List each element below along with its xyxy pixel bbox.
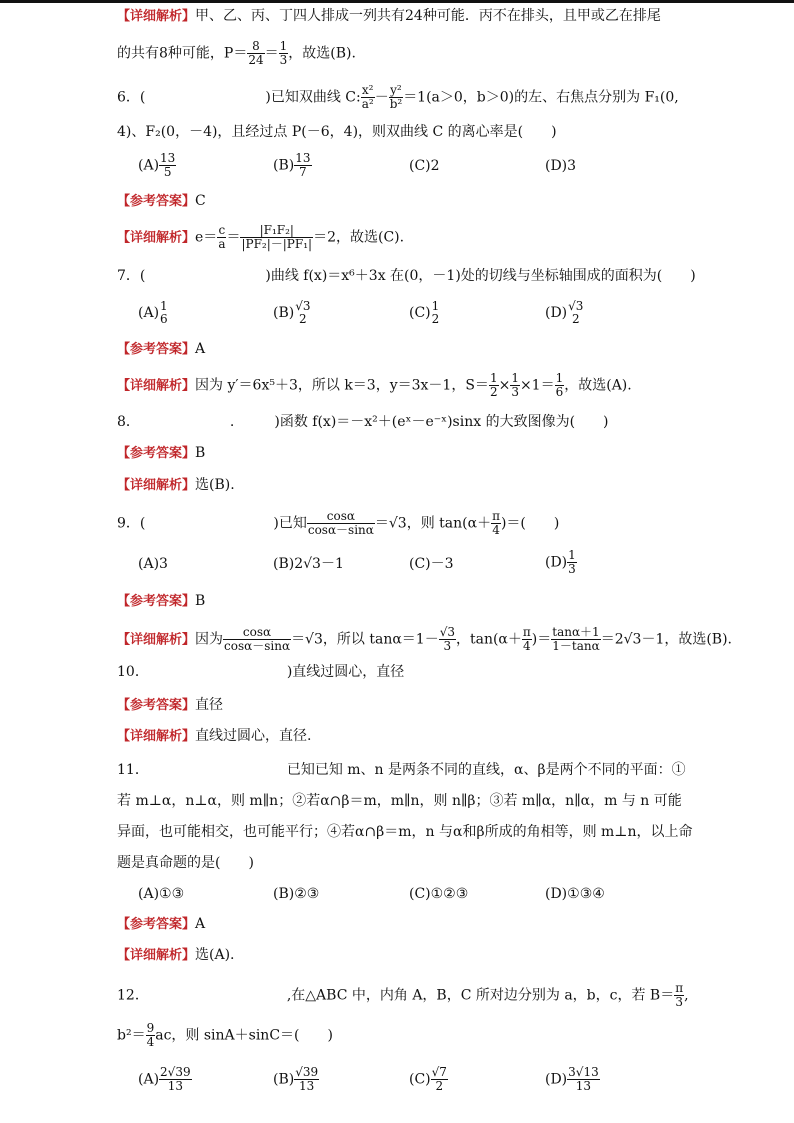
frac-den: 3	[279, 53, 288, 67]
q10-number: 10．	[117, 664, 149, 680]
q11-option-c: (C)①②③	[409, 886, 469, 902]
frac-num: 1	[279, 39, 288, 53]
answer-tag: 【参考答案】	[117, 594, 196, 609]
frac-den: 13	[575, 1079, 592, 1093]
q9-analysis-line	[117, 626, 732, 653]
frac-num: π	[492, 509, 500, 523]
q6-answer: C	[195, 193, 206, 209]
q7-analysis-post: ，故选(A).	[564, 377, 632, 394]
fraction-1-6	[555, 372, 565, 399]
q6-option-c: (C)2	[409, 158, 440, 174]
frac-den: 4	[523, 639, 531, 653]
q5-analysis-pre: 的共有8种可能，P＝	[117, 45, 248, 62]
q6-text-post: ＝1(a＞0，b＞0)的左、右焦点分别为 F₁(0,	[403, 89, 679, 106]
frac-den: 5	[163, 165, 172, 179]
q9-option-a: (A)3	[138, 556, 168, 572]
q12-stem-line2	[117, 1022, 333, 1049]
q12-option-c	[409, 1066, 448, 1093]
frac-num: 3√13	[568, 1065, 599, 1079]
frac-num: π	[522, 625, 531, 639]
q6-fraction-y2-b2	[389, 84, 404, 111]
answer-tag: 【参考答案】	[117, 446, 196, 461]
option-label: (A)	[138, 1071, 160, 1088]
q8-analysis: 选(B).	[195, 477, 235, 493]
equals: ＝	[226, 229, 241, 246]
frac-den: 13	[299, 1079, 315, 1093]
fraction-1-3	[510, 372, 520, 399]
analysis-tag: 【详细解析】	[117, 729, 196, 744]
q10-answer-line	[117, 695, 223, 716]
frac-num: 1	[160, 299, 168, 313]
option-label: (C)	[409, 1071, 431, 1088]
q11-analysis-line	[117, 945, 235, 966]
q12-text-post: ,	[684, 987, 689, 1004]
analysis-tag: 【详细解析】	[117, 478, 196, 493]
q12-stem-line1	[117, 982, 689, 1009]
option-fraction	[567, 300, 584, 326]
times: ×1＝	[519, 377, 555, 394]
q9-option-d	[545, 549, 577, 576]
frac-num: |F₁F₂|	[240, 224, 313, 238]
q10-analysis-line	[117, 726, 311, 747]
q5-analysis-post: ，故选(B).	[288, 45, 356, 62]
analysis-tag: 【详细解析】	[117, 948, 196, 963]
frac-den: a²	[361, 97, 374, 111]
frac-den: |PF₂|－|PF₁|	[241, 237, 313, 251]
q9-number: 9．(	[117, 515, 146, 532]
frac-den: 6	[555, 385, 564, 399]
frac-den: cosα－sinα	[224, 639, 291, 653]
frac-num: 13	[295, 151, 311, 165]
q6-analysis-post: ＝2，故选(C).	[313, 229, 405, 246]
frac-num: 1	[555, 371, 564, 385]
frac-num: √3	[295, 299, 311, 313]
frac-den: 7	[299, 165, 307, 179]
frac-num: 2√39	[160, 1065, 191, 1079]
q7-answer-line	[117, 339, 205, 360]
q12-option-a	[138, 1066, 192, 1093]
q11-option-d: (D)①③④	[545, 886, 605, 902]
q7-option-d	[545, 300, 584, 326]
q8-dot: .	[229, 414, 235, 430]
q8-answer-line	[117, 443, 205, 464]
analysis-tag: 【详细解析】	[117, 9, 196, 24]
fraction-root3-3	[439, 626, 456, 653]
q6-analysis-line	[117, 224, 404, 251]
q5-analysis-text: 甲、乙、丙、丁四人排成一列共有24种可能．丙不在排头，且甲或乙在排尾	[195, 8, 661, 24]
analysis-tag: 【详细解析】	[117, 632, 196, 648]
q9-analysis-post: ＝2√3－1，故选(B).	[600, 631, 733, 648]
frac-den: 4	[492, 523, 500, 537]
answer-tag: 【参考答案】	[117, 194, 196, 209]
option-fraction	[431, 300, 441, 326]
q9-fraction-pi-4	[491, 510, 501, 537]
q6-stem-line2: 4)、F₂(0，－4)，且经过点 P(－6，4)，则双曲线 C 的离心率是( )	[117, 124, 557, 140]
fraction-pi-4	[522, 626, 532, 653]
q9-answer: B	[195, 593, 206, 609]
frac-num: 1	[511, 371, 519, 385]
q12-line2-pre: b²＝	[117, 1027, 146, 1044]
q9-answer-line	[117, 591, 205, 612]
frac-num: cosα	[223, 626, 291, 640]
q10-answer: 直径	[195, 697, 224, 713]
q6-text-pre: )已知双曲线 C:	[265, 89, 361, 106]
q9-option-b: (B)2√3－1	[273, 556, 344, 572]
minus: －	[374, 89, 389, 106]
q5-analysis-line2	[117, 40, 356, 67]
frac-num: 1	[431, 299, 440, 313]
q6-fraction-focal	[240, 224, 313, 251]
q9-analysis-mid1: ＝√3，所以 tanα＝1－	[291, 631, 439, 648]
frac-den: 1－tanα	[552, 639, 600, 653]
frac-den: 2	[299, 312, 307, 326]
q7-option-b	[273, 300, 312, 326]
option-label: (D)	[545, 1071, 568, 1088]
frac-den: 3	[568, 562, 576, 576]
q7-analysis-pre: 因为 y′＝6x⁵＋3，所以 k＝3，y＝3x－1，S＝	[195, 377, 489, 394]
frac-den: 3	[511, 385, 519, 399]
frac-num: √3	[568, 299, 584, 313]
q9-analysis-mid3: )＝	[531, 631, 552, 648]
frac-den: 2	[435, 1079, 444, 1093]
frac-num: c	[218, 223, 226, 237]
frac-num: 9	[146, 1021, 155, 1035]
frac-den: 6	[160, 312, 168, 326]
frac-num: cosα	[307, 510, 375, 524]
q6-fraction-x2-a2	[361, 84, 375, 111]
frac-den: b²	[389, 97, 403, 111]
q6-answer-line	[117, 191, 206, 212]
frac-den: 2	[571, 312, 580, 326]
frac-den: 13	[167, 1079, 183, 1093]
q12-text-pre: ,在△ABC 中，内角 A，B，C 所对边分别为 a，b，c，若 B＝	[286, 987, 675, 1004]
option-label: (C)	[409, 305, 431, 321]
answer-tag: 【参考答案】	[117, 698, 196, 713]
q5-analysis-line1	[117, 6, 661, 27]
answer-tag: 【参考答案】	[117, 342, 196, 357]
frac-den: 4	[146, 1035, 155, 1049]
q7-option-c	[409, 300, 440, 326]
frac-num: 8	[247, 40, 264, 54]
fraction-1-2	[489, 372, 499, 399]
q12-option-d	[545, 1066, 600, 1093]
frac-num: √7	[431, 1065, 447, 1079]
analysis-tag: 【详细解析】	[117, 230, 196, 246]
q9-analysis-mid2: ，tan(α＋	[455, 631, 522, 648]
q9-text-post: )＝( )	[500, 515, 560, 532]
times: ×	[498, 377, 511, 394]
q11-stem-line2: 若 m⊥α，n⊥α，则 m∥n；②若α∩β＝m，m∥n，则 n∥β；③若 m∥α，n∥α，m 与 n 可能	[117, 793, 682, 809]
q7-stem-line	[117, 266, 696, 286]
option-label: (D)	[545, 305, 568, 321]
q12-number: 12．	[117, 987, 149, 1004]
frac-num: 13	[160, 151, 176, 165]
q12-option-b	[273, 1066, 319, 1093]
q7-number: 7．(	[117, 268, 146, 284]
q11-answer-line	[117, 914, 205, 935]
frac-den: 3	[443, 639, 452, 653]
equals: ＝	[264, 45, 279, 62]
option-fraction	[294, 152, 311, 179]
option-fraction	[567, 549, 577, 576]
q11-number: 11．	[117, 762, 149, 778]
answer-tag: 【参考答案】	[117, 917, 196, 932]
q9-analysis-pre: 因为	[195, 631, 224, 648]
q8-answer: B	[195, 445, 206, 461]
q12-fraction-pi-3	[674, 982, 684, 1009]
q5-fraction-1-3	[279, 40, 289, 67]
analysis-tag: 【详细解析】	[117, 378, 196, 394]
frac-den: 3	[675, 995, 683, 1009]
option-label: (A)	[138, 157, 160, 174]
q7-analysis-line	[117, 372, 632, 399]
option-fraction	[159, 300, 169, 326]
fraction-cos	[223, 626, 291, 653]
q11-answer: A	[195, 916, 206, 932]
q11-analysis: 选(A).	[195, 947, 235, 963]
q7-option-a	[138, 300, 169, 326]
q12-fraction-9-4	[146, 1022, 156, 1049]
q11-stem-line4: 题是真命题的是( )	[117, 855, 254, 871]
q8-text: )函数 f(x)＝－x²＋(eˣ－e⁻ˣ)sinx 的大致图像为( )	[274, 414, 609, 430]
q8-number: 8．	[117, 414, 140, 430]
option-label: (A)	[138, 305, 160, 321]
frac-den: 24	[248, 53, 264, 67]
option-fraction	[294, 300, 311, 326]
q11-option-a: (A)①③	[138, 886, 185, 902]
frac-den: 2	[431, 312, 440, 326]
option-fraction	[159, 152, 176, 179]
frac-den: 2	[489, 385, 498, 399]
q9-text-pre: )已知	[273, 515, 307, 532]
q6-number: 6．(	[117, 89, 146, 106]
q6-option-d: (D)3	[545, 158, 577, 174]
fraction-tan	[551, 626, 600, 653]
option-label: (B)	[273, 1071, 295, 1088]
q6-analysis-pre: e＝	[195, 229, 218, 246]
q6-option-b	[273, 152, 312, 179]
option-fraction	[294, 1066, 319, 1093]
q6-stem-line1	[117, 84, 679, 111]
frac-num: π	[675, 981, 684, 995]
q10-text: )直线过圆心，直径	[286, 664, 405, 680]
option-fraction	[431, 1066, 448, 1093]
q9-text-mid: ＝√3，则 tan(α＋	[374, 515, 492, 532]
q11-stem-line1	[117, 760, 686, 780]
q10-stem-line	[117, 662, 404, 682]
q9-stem-line	[117, 510, 559, 537]
q6-option-a	[138, 152, 176, 179]
option-fraction	[567, 1066, 600, 1093]
frac-num: 1	[489, 371, 498, 385]
frac-num: x²	[361, 83, 374, 97]
frac-num: √39	[295, 1065, 319, 1079]
frac-num: y²	[390, 83, 402, 97]
q7-answer: A	[195, 341, 206, 357]
q9-option-c: (C)－3	[409, 556, 454, 572]
frac-num: 1	[568, 548, 576, 562]
page-top-border	[0, 0, 794, 3]
frac-num: √3	[439, 625, 455, 639]
q12-line2-post: ac，则 sinA＋sinC＝( )	[155, 1027, 333, 1044]
q8-stem-line	[117, 412, 609, 432]
q7-text: )曲线 f(x)＝x⁶＋3x 在(0，－1)处的切线与坐标轴围成的面积为( )	[265, 268, 696, 284]
q11-stem-line3: 异面，也可能相交，也可能平行；④若α∩β＝m，n 与α和β所成的角相等，则 m⊥n，以上命	[117, 824, 693, 840]
q8-analysis-line	[117, 475, 235, 496]
q9-fraction-cos	[307, 510, 375, 537]
q11-line1: 已知已知 m、n 是两条不同的直线，α、β是两个不同的平面：①	[286, 762, 686, 778]
frac-den: cosα－sinα	[307, 523, 374, 537]
option-label: (D)	[545, 554, 568, 571]
option-fraction	[159, 1066, 192, 1093]
q11-option-b: (B)②③	[273, 886, 320, 902]
option-label: (B)	[273, 157, 295, 174]
q10-analysis: 直线过圆心，直径.	[195, 728, 312, 744]
frac-num: tanα＋1	[552, 625, 600, 639]
frac-den: a	[218, 237, 226, 251]
q5-fraction-8-24	[247, 40, 264, 67]
option-label: (B)	[273, 305, 295, 321]
